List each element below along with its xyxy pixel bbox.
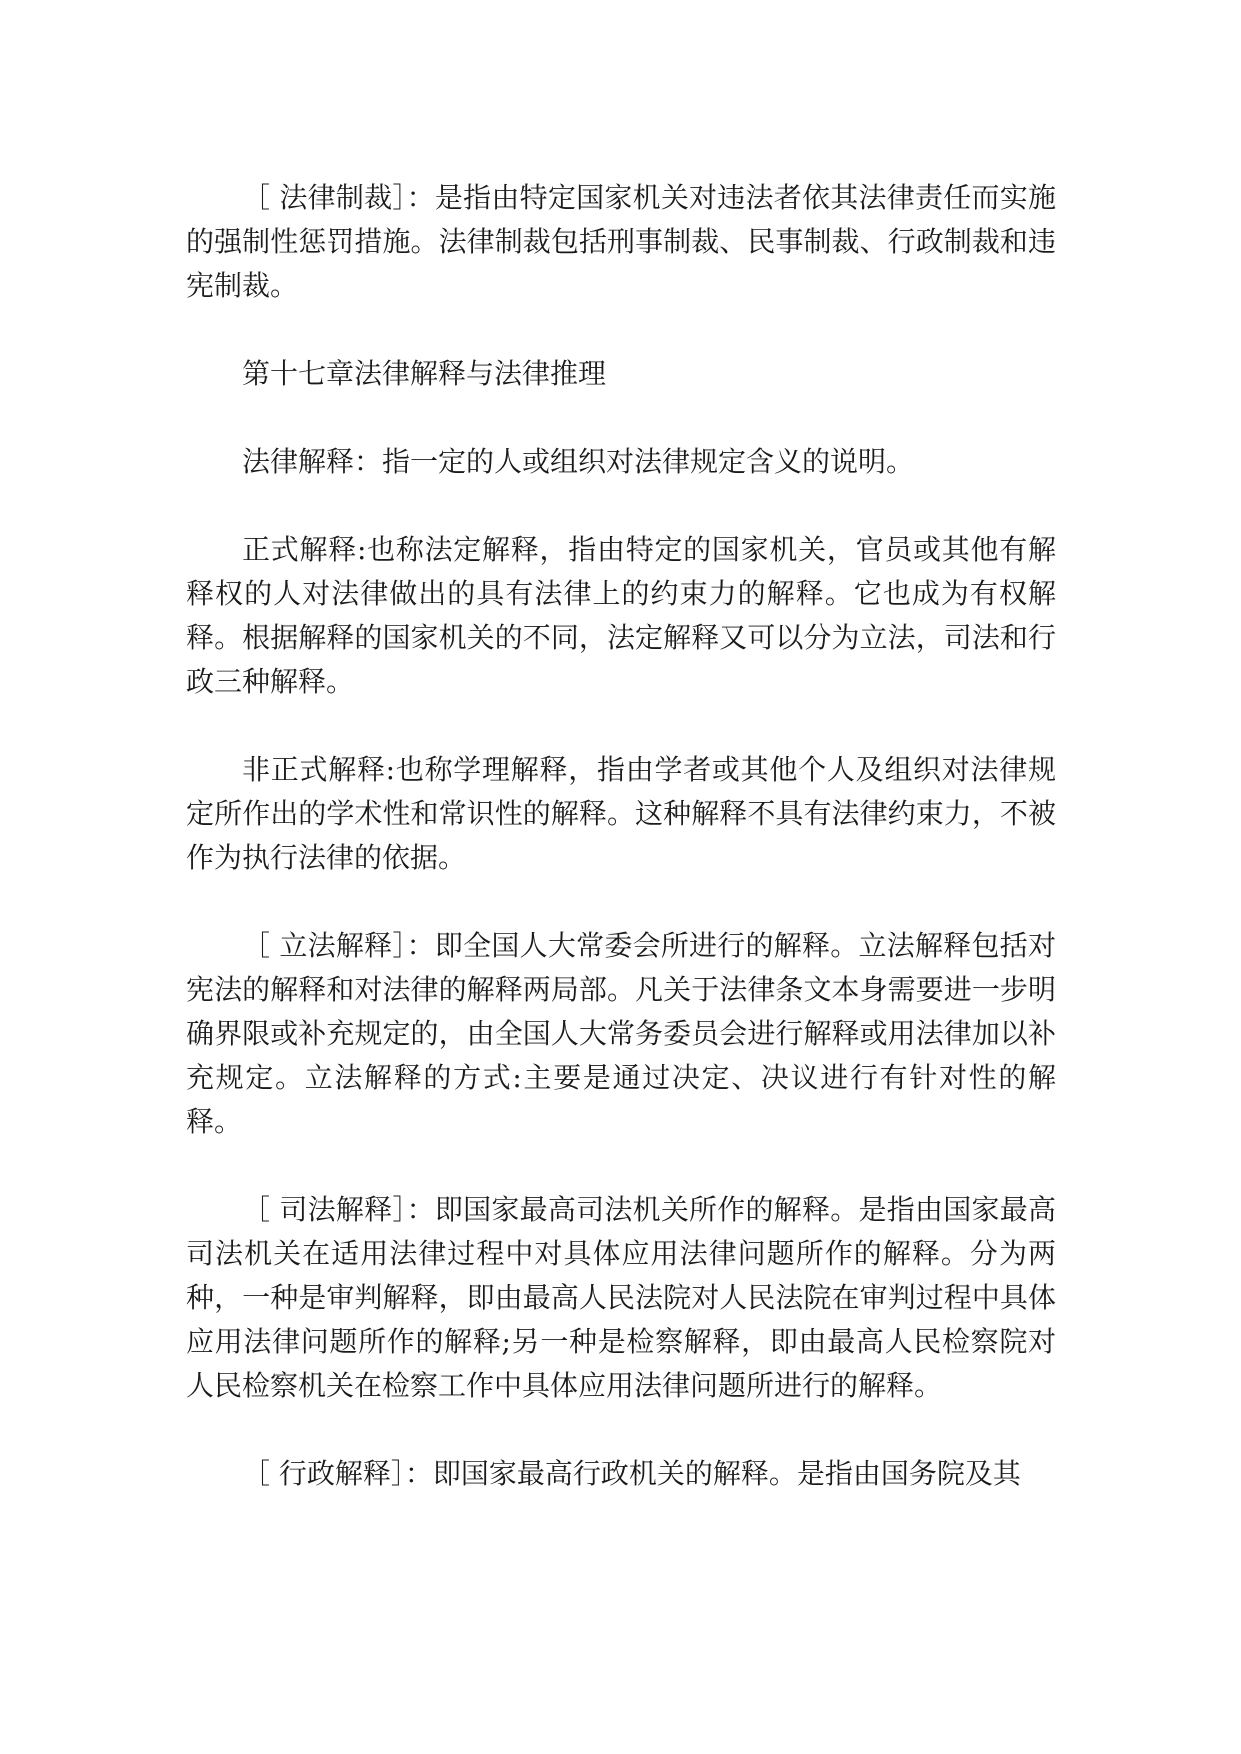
paragraph-judicial-interpretation: ［ 司法解释］：即国家最高司法机关所作的解释。是指由国家最高司法机关在适用法律过程中对具体应用法律问题所作的解释。分为两种，一种是审判解释，即由最高人民法院对人民法院在审判过程中具体应用法律问题所作的解释;另一种是检察解释，即由最高人民检察院对人民检察机关在检察工作中具体应用法律问题所进行的解释。 bbox=[186, 1193, 1056, 1402]
paragraph-formal-interpretation: 正式解释:也称法定解释，指由特定的国家机关，官员或其他有解释权的人对法律做出的具有法律上的约束力的解释。它也成为有权解释。根据解释的国家机关的不同，法定解释又可以分为立法，司法和行政三种解释。 bbox=[186, 533, 1056, 698]
paragraph-legal-sanction: ［ 法律制裁］：是指由特定国家机关对违法者依其法律责任而实施的强制性惩罚措施。法律制裁包括刑事制裁、民事制裁、行政制裁和违宪制裁。 bbox=[186, 181, 1056, 302]
chapter-heading: 第十七章法律解释与法律推理 bbox=[242, 357, 607, 390]
paragraph-legislative-interpretation: ［ 立法解释］：即全国人大常委会所进行的解释。立法解释包括对宪法的解释和对法律的解释两局部。凡关于法律条文本身需要进一步明确界限或补充规定的，由全国人大常务委员会进行解释或用法律加以补充规定。立法解释的方式:主要是通过决定、决议进行有针对性的解释。 bbox=[186, 929, 1056, 1138]
document-page bbox=[186, 176, 1056, 1540]
paragraph-administrative-interpretation: ［ 行政解释］：即国家最高行政机关的解释。是指由国务院及其 bbox=[242, 1457, 1021, 1490]
paragraph-informal-interpretation: 非正式解释:也称学理解释，指由学者或其他个人及组织对法律规定所作出的学术性和常识性的解释。这种解释不具有法律约束力，不被作为执行法律的依据。 bbox=[186, 753, 1056, 874]
paragraph-legal-interpretation: 法律解释：指一定的人或组织对法律规定含义的说明。 bbox=[242, 445, 915, 478]
